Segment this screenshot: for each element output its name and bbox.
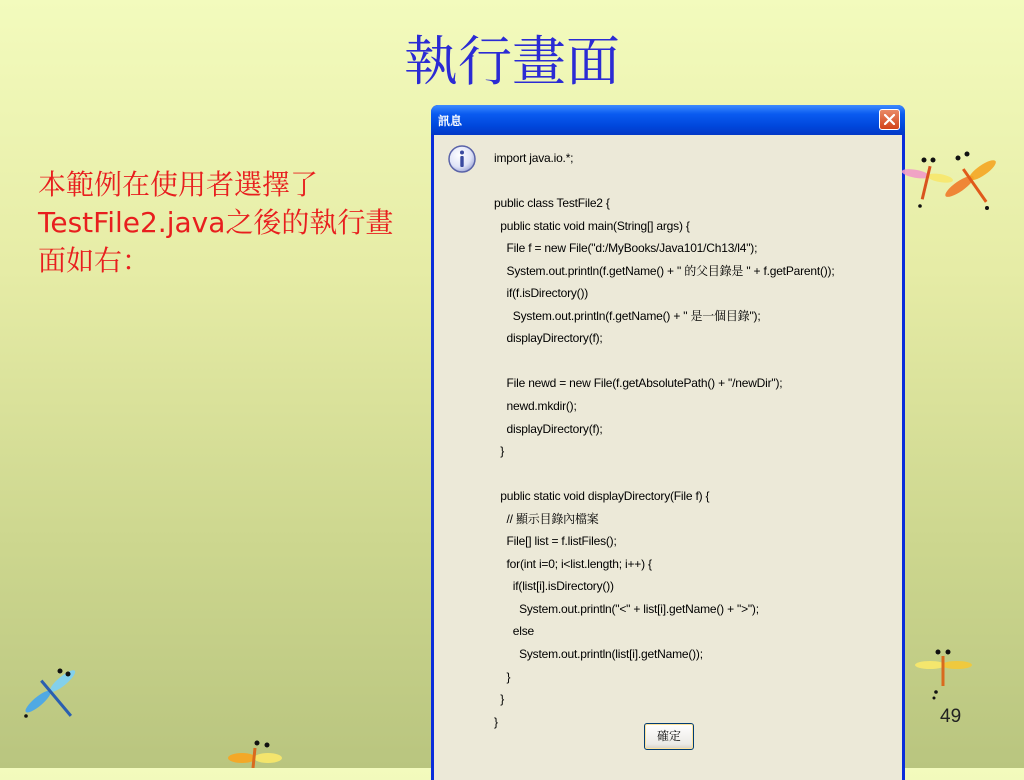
message-code-text — [494, 147, 894, 733]
code-line: if(f.isDirectory()) — [494, 286, 589, 301]
ok-button[interactable]: 確定 — [644, 723, 694, 750]
code-line: public static void main(String[] args) { — [494, 218, 690, 233]
dragonfly-icon — [912, 648, 974, 703]
dragonfly-icon — [226, 736, 286, 768]
code-line: displayDirectory(f); — [494, 331, 603, 346]
dialog-title: 訊息 — [438, 114, 463, 128]
message-dialog — [431, 105, 905, 780]
slide-description: 本範例在使用者選擇了TestFile2.java之後的執行畫面如右： — [38, 168, 394, 277]
code-line: // 顯示目錄內檔案 — [494, 511, 599, 526]
dialog-titlebar[interactable] — [431, 105, 905, 135]
slide-title: 執行畫面 — [404, 30, 620, 93]
code-line: File f = new File("d:/MyBooks/Java101/Ch13/l4"); — [494, 241, 758, 256]
close-icon — [884, 114, 895, 125]
dragonfly-icon — [900, 148, 1005, 218]
code-line: } — [494, 669, 511, 684]
code-line — [494, 350, 894, 373]
code-line: System.out.println("<" + list[i].getName() + ">"); — [494, 601, 759, 616]
code-line: System.out.println(f.getName() + " 的父目錄是 " + f.getParent()); — [494, 263, 835, 278]
code-line: File newd = new File(f.getAbsolutePath() + "/newDir"); — [494, 376, 783, 391]
code-line: File[] list = f.listFiles(); — [494, 534, 617, 549]
code-line: } — [494, 444, 505, 459]
code-line: import java.io.*; — [494, 151, 574, 165]
information-icon — [447, 144, 477, 174]
code-line: public class TestFile2 { — [494, 196, 610, 211]
code-line: } — [494, 692, 505, 707]
code-line — [494, 463, 894, 486]
code-line: if(list[i].isDirectory()) — [494, 579, 614, 594]
code-line: System.out.println(list[i].getName()); — [494, 647, 703, 662]
code-line: } — [494, 714, 498, 729]
code-line: else — [494, 624, 535, 639]
code-line: for(int i=0; i<list.length; i++) { — [494, 556, 652, 571]
code-line: displayDirectory(f); — [494, 421, 603, 436]
page-number: 49 — [940, 706, 962, 727]
close-button[interactable] — [879, 109, 900, 130]
dragonfly-icon — [18, 660, 88, 726]
code-line — [494, 170, 894, 193]
code-line: public static void displayDirectory(File f) { — [494, 489, 710, 504]
code-line: newd.mkdir(); — [494, 399, 577, 414]
code-line: System.out.println(f.getName() + " 是一個目錄"); — [494, 308, 761, 323]
dialog-content — [434, 135, 902, 780]
